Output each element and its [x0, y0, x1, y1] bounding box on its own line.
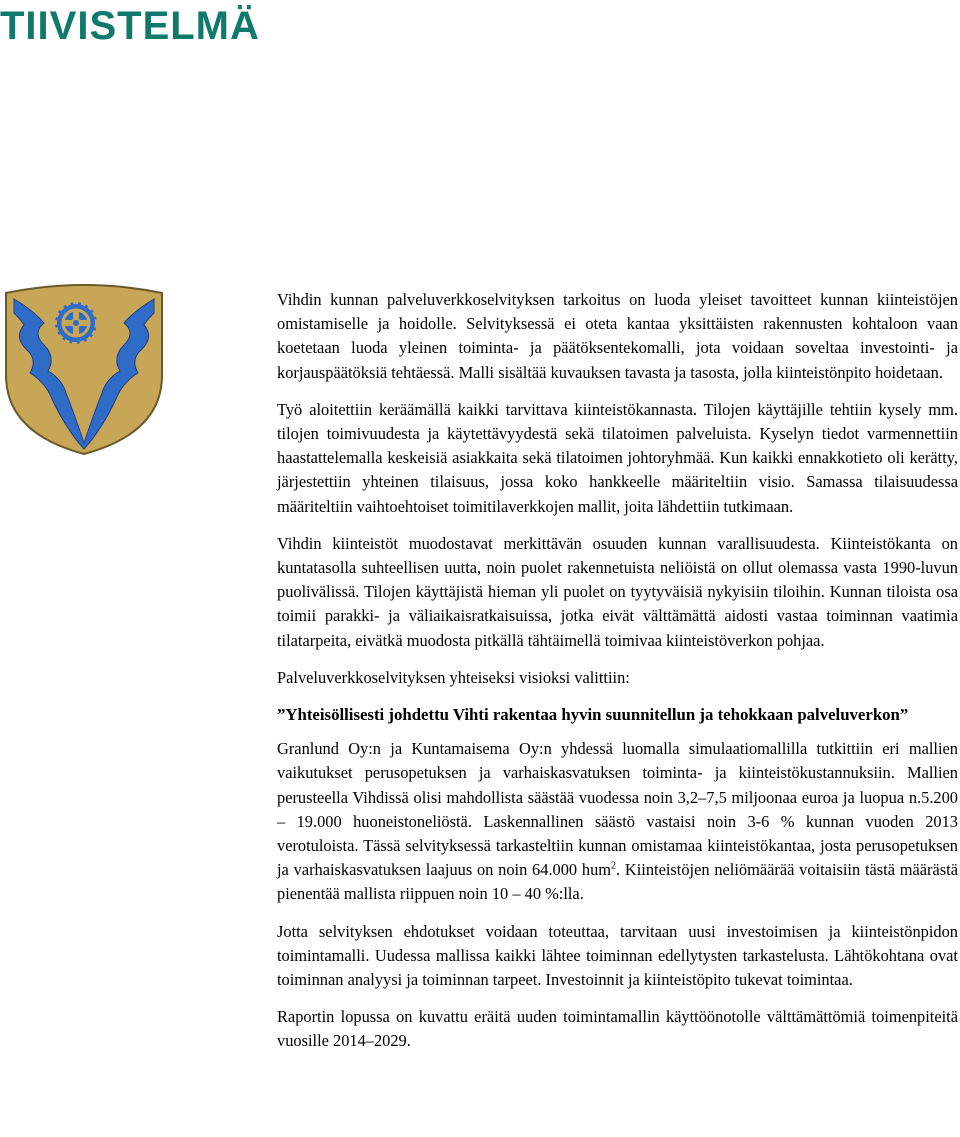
paragraph-measures: Raportin lopussa on kuvattu eräitä uuden toimintamallin käyttöönotolle välttämättömiä toimenpiteitä vuosille 2014–2029. [277, 1007, 958, 1051]
page-title: TIIVISTELMÄ [0, 4, 260, 48]
paragraph-new-model: Jotta selvityksen ehdotukset voidaan toteuttaa, tarvitaan uusi investoimisen ja kiinteistönpidon toimintamalli. Uudessa mallissa kaikki lähtee toiminnan edellytysten tarkastelusta. Lähtökohtana ovat toiminnan analyysi ja toiminnan tarpeet. Investoinnit ja kiinteistöpito tukevat toimintaa. [277, 921, 958, 990]
paragraph-purpose: Vihdin kunnan palveluverkkoselvityksen tarkoitus on luoda yleiset tavoitteet kunnan kiinteistöjen omistamiselle ja hoidolle. Selvityksessä ei oteta kantaa yksittäisten rakennusten kohtaloon vaan koetetaan luoda yleinen toiminta- ja päätöksentekomalli, jota voidaan soveltaa investointi- ja korjauspäätöksiä tehtäessä. Malli sisältää kuvauksen tavasta ja tasosta, jolla kiinteistönpito hoidetaan. [277, 290, 958, 382]
paragraph-work: Työ aloitettiin keräämällä kaikki tarvittava kiinteistökannasta. Tilojen käyttäjille tehtiin kysely mm. tilojen toimivuudesta ja käytettävyydestä sekä tilatoimen palveluista. Kyselyn tiedot varmennettiin haastattelemalla keskeisiä asiakkaita sekä tilatoimen johtoryhmää. Kun kaikki ennakkotieto oli kerätty, järjestettiin yhteinen tilaisuus, jossa koko hankkeelle määriteltiin visio. Samassa tilaisuudessa määriteltiin vaihtoehtoiset toimitilaverkkojen mallit, joita lähdettiin tutkimaan. [277, 399, 958, 516]
simulation-text-b: . Kiinteistöjen neliömäärää voitaisiin tästä määrästä pienentää mallista riippuen noin 10 – 40 %:lla. [277, 860, 958, 904]
superscript-2: 2 [611, 860, 617, 872]
paragraph-vision-intro: Palveluverkkoselvityksen yhteiseksi visioksi valittiin: [277, 667, 630, 687]
summary-body [277, 288, 958, 1067]
paragraph-properties: Vihdin kiinteistöt muodostavat merkittävän osuuden kunnan varallisuudesta. Kiinteistökanta on kuntatasolla suhteellisen uutta, noin puolet rakennetuista neliöistä on ollut olemassa vasta 1990-luvun puolivälissä. Tilojen käyttäjistä hieman yli puolet on tyytyväisiä nykyisiin tiloihin. Kunnan tiloista osa toimii parakki- ja väliaikaisratkaisuissa, jotka eivät välttämättä aidosti vastaa toiminnan vaatimia tilatarpeita, eivätkä muodosta pitkällä tähtäimellä toimivaa kiinteistöverkon pohjaa. [277, 533, 958, 650]
simulation-text-a: Granlund Oy:n ja Kuntamaisema Oy:n yhdessä luomalla simulaatiomallilla tutkittiin eri mallien vaikutukset perusopetuksen ja varhaiskasvatuksen toiminta- ja kiinteistökustannuksiin. Mallien perusteella Vihdissä olisi mahdollista säästää vuodessa noin 3,2–7,5 miljoonaa euroa ja luopua n.5.200 – 19.000 huoneistoneliöstä. Laskennallinen säästö vastaisi noin 3-6 % kunnan vuoden 2013 verotuloista. Tässä selvityksessä tarkasteltiin kunnan omistamaa kiinteistökantaa, josta perusopetuksen ja varhaiskasvatuksen laajuus on noin 64.000 hum [277, 739, 958, 880]
vision-statement: ”Yhteisöllisesti johdettu Vihti rakentaa hyvin suunnitellun ja tehokkaan palveluverkon” [277, 705, 909, 725]
paragraph-simulation [277, 737, 958, 906]
vihti-coat-of-arms-icon [4, 283, 164, 455]
